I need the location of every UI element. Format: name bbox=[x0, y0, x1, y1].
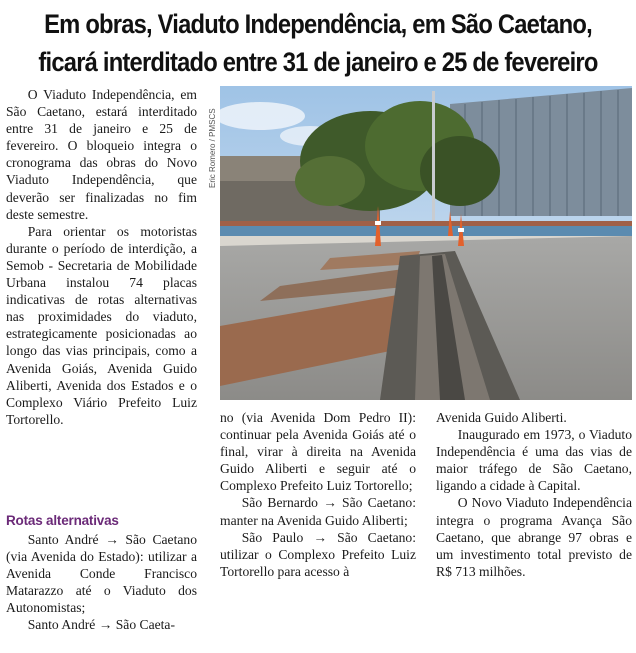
photo-credit: Eric Romero / PMSCS bbox=[208, 108, 217, 188]
article-column-1-continued bbox=[6, 531, 197, 634]
paragraph: São Paulo → São Caetano: utilizar o Complexo Prefeito Luiz Tortorello para acesso à bbox=[220, 529, 416, 579]
paragraph: O Viaduto Independência, em São Caetano, estará interditado entre 31 de janeiro e 25 de fevereiro. O bloqueio integra o cronograma das obras do Novo Viaduto Independência, que deverão ser finalizadas no fim deste semestre. bbox=[6, 87, 197, 222]
paragraph: O Novo Viaduto Independência integra o programa Avança São Caetano, que abrange 97 obras e um investimento total previsto de R$ 713 milhões. bbox=[436, 495, 632, 579]
article-photo bbox=[220, 86, 632, 400]
paragraph: no (via Avenida Dom Pedro II): continuar pela Avenida Goiás até o final, virar à direita na Avenida Guido Aliberti e seguir até o Complexo Prefeito Luiz Tortorello; bbox=[220, 410, 416, 494]
article-column-2 bbox=[220, 409, 416, 580]
paragraph: Inaugurado em 1973, o Viaduto Independência é uma das vias de maior tráfego de São Caetano, ligando a cidade à Capital. bbox=[436, 427, 632, 494]
paragraph: Santo André → São Caeta- bbox=[27, 617, 175, 633]
article-column-3 bbox=[436, 409, 632, 580]
headline-line-1: Em obras, Viaduto Independência, em São Caetano, bbox=[44, 9, 592, 39]
paragraph: São Bernardo → São Caetano: manter na Avenida Guido Aliberti; bbox=[220, 495, 416, 528]
paragraph: Para orientar os motoristas durante o período de interdição, a Semob - Secretaria de Mobilidade Urbana instalou 74 placas indicativas de rotas alternativas nas proximidades do viaduto, estrategicamente posicionadas ao longo das vias principais, como a Avenida Goiás, Avenida Guido Aliberti, Avenida dos Estados e o Complexo Viário Prefeito Luiz Tortorello. bbox=[6, 223, 197, 427]
paragraph: Santo André → São Caetano (via Avenida do Estado): utilizar a Avenida Conde Francisco Matarazzo até o Viaduto dos Autonomistas; bbox=[6, 532, 197, 616]
article-column-1 bbox=[6, 86, 197, 428]
paragraph: Avenida Guido Aliberti. bbox=[436, 410, 567, 425]
section-heading: Rotas alternativas bbox=[6, 513, 119, 528]
headline-line-2: ficará interditado entre 31 de janeiro e 25 de fevereiro bbox=[38, 47, 598, 77]
